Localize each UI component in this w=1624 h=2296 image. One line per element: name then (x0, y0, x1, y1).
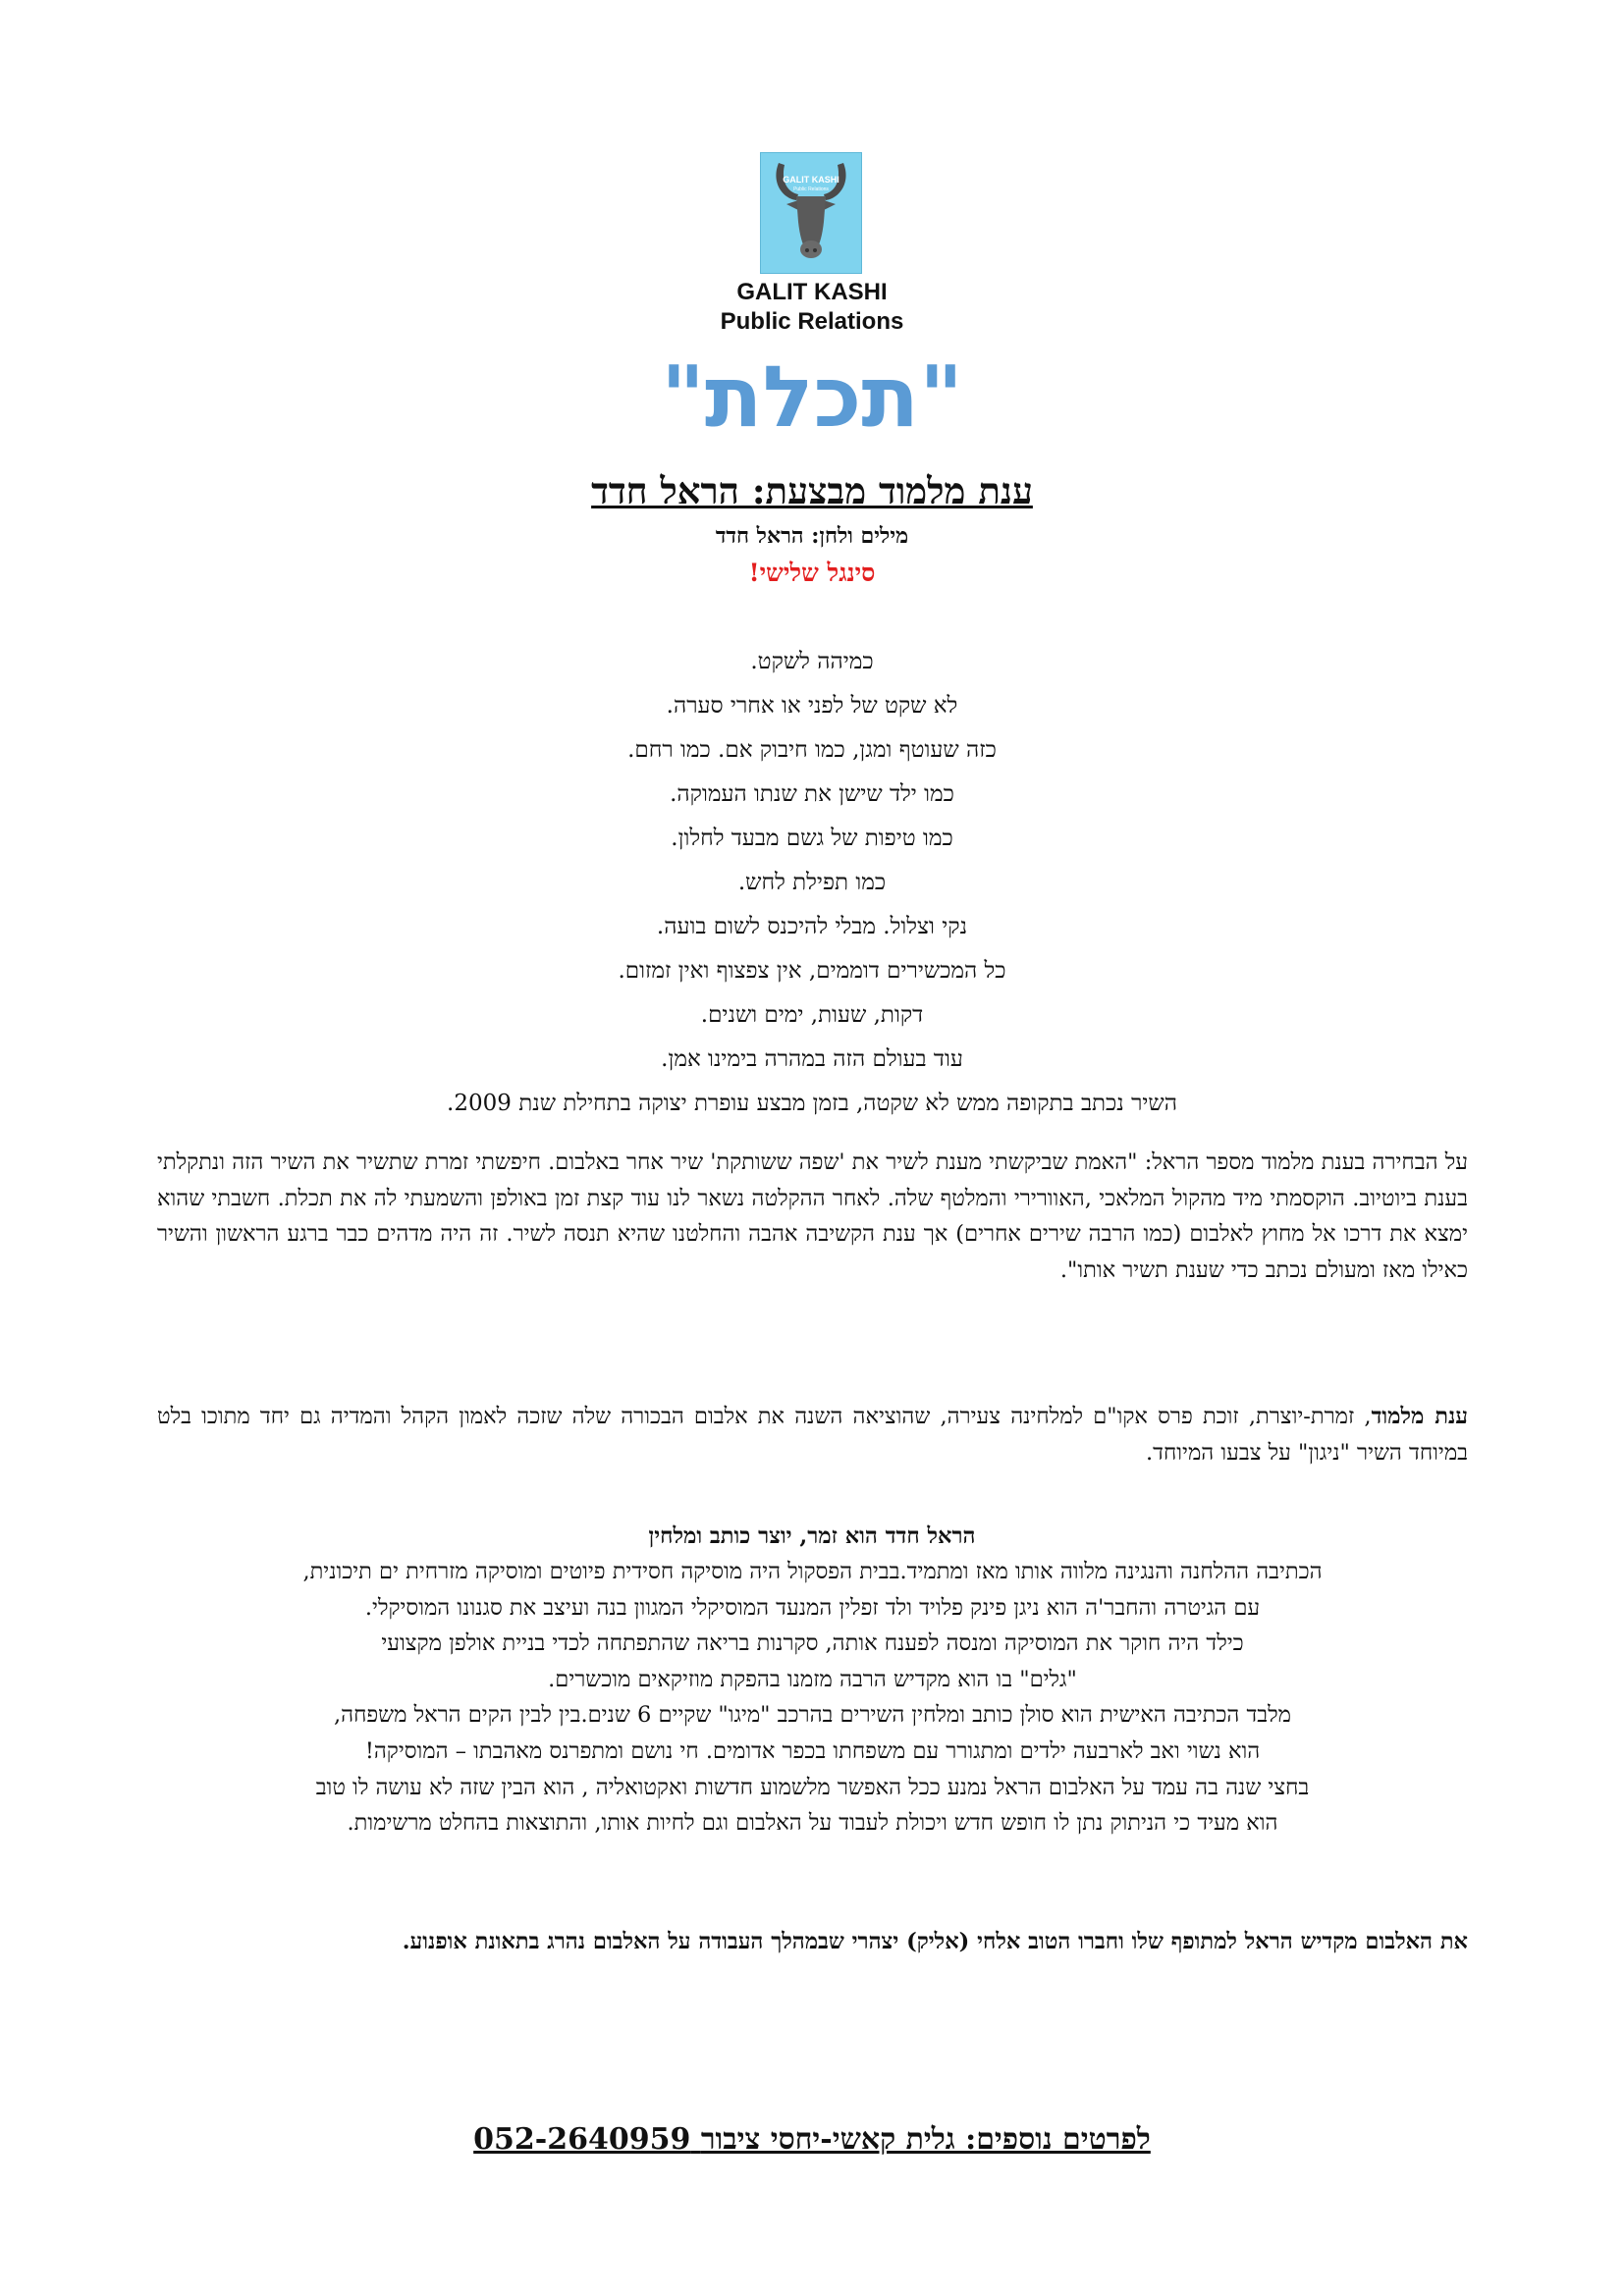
paragraph-anat-bio (157, 1399, 1468, 1470)
bull-head-icon (761, 153, 861, 273)
harel-bio (128, 1554, 1497, 1842)
lyric-line: כזה שעוטף ומגן, כמו חיבוק אם. כמו רחם. (627, 737, 997, 763)
lyric-line: כל המכשירים דוממים, אין צפצוף ואין זמזום. (618, 958, 1006, 984)
harel-bio-heading: הראל חדד הוא זמר, יוצר כותב ומלחין (648, 1523, 976, 1549)
song-title: "תכלת" (661, 348, 963, 447)
headline: ענת מלמוד מבצעת: הראל חדד (591, 469, 1033, 512)
bio-line: "גלים" בו הוא מקדיש הרבה מזמנו בהפקת מוזיקאים מוכשרים. (548, 1666, 1077, 1692)
brand-name: GALIT KASHI (736, 279, 888, 305)
single-label: סינגל שלישי! (748, 559, 876, 587)
lyric-line: עוד בעולם הזה במהרה בימינו אמן. (661, 1046, 963, 1072)
logo-small-subtitle: Public Relations (793, 187, 829, 192)
anat-bio-text: , זמרת-יוצרת, זוכת פרס אקו"ם למלחינה צעירה, שהוציאה השנה את אלבום הבכורה שלה שזכה לאמון הקהל והמדיה גם יחד מתוכו בלט במיוחד השיר "ניגון" על צבעו המיוחד. (157, 1404, 1468, 1466)
bio-line: הכתיבה ההלחנה והנגינה מלווה אותו מאז ומתמיד.בבית הפסקול היה מוסיקה חסידית פיוטים ומוסיקה מזרחית ים תיכונית, (302, 1559, 1323, 1584)
lyric-line: כמו תפילת לחש. (737, 870, 887, 895)
galit-kashi-logo (760, 152, 862, 274)
credits: מילים ולחן: הראל חדד (715, 523, 909, 549)
lyrics-block (223, 640, 1401, 1126)
lyric-line: לא שקט של לפני או אחרי סערה. (666, 693, 958, 719)
contact-phone: 052-2640959 (473, 2122, 691, 2157)
lyric-line: כמיהה לשקט. (750, 649, 874, 674)
bio-line: עם הגיטרה והחבר'ה הוא ניגן פינק פלויד ולד זפלין המנעד המוסיקלי המגוון בנה ועיצב את סגנונו המוסיקלי. (364, 1594, 1261, 1621)
logo-small-title: GALIT KASHI (783, 175, 839, 185)
lyric-line: כמו טיפות של גשם מבעד לחלון. (671, 826, 953, 851)
bio-line: הוא מעיד כי הניתוק נתן לו חופש חדש ויכולת לעבוד על האלבום וגם לחיות אותו, והתוצאות בהחלט מרשימות. (347, 1810, 1278, 1837)
bio-line: הוא נשוי ואב לארבעה ילדים ומתגורר עם משפחתו בכפר אדומים. חי נושם ומתפרנס מאהבתו – המוסיקה! (364, 1737, 1261, 1764)
bio-line: בחצי שנה בה עמד על האלבום הראל נמנע ככל האפשר מלשמוע חדשות ואקטואליה , הוא הבין שזה לא עושה לו טוב (315, 1774, 1310, 1800)
dedication: את האלבום מקדיש הראל למתופף שלו וחברו הטוב אלחי (אליק) יצהרי שבמהלך העבודה על האלבום נהרג בתאונת אופנוע. (402, 1929, 1468, 1954)
lyric-line: נקי וצלול. מבלי להיכנס לשום בועה. (656, 914, 968, 939)
brand-subtitle: Public Relations (720, 308, 904, 335)
contact-line (321, 2118, 1303, 2162)
anat-name: ענת מלמוד (1371, 1404, 1468, 1429)
contact-label: לפרטים נוספים: גלית קאשי-יחסי ציבור (700, 2122, 1151, 2157)
brand-block (616, 278, 1008, 337)
lyric-line: דקות, שעות, ימים ושנים. (700, 1002, 924, 1028)
paragraph-singer-choice: על הבחירה בענת מלמוד מספר הראל: "האמת שביקשתי מענת לשיר את 'שפה ששותקת' שיר אחר באלבום. חיפשתי זמרת שתשיר את השיר הזה ונתקלתי בענת ביוטיוב. הוקסמתי מיד מהקול המלאכי ,האוורירי והמלטף שלה. לאחר ההקלטה נשאר לנו עוד קצת זמן באולפן והשמעתי לה את תכלת. חשבתי שהוא ימצא את דרכו אל מחוץ לאלבום (כמו הרבה שירים אחרים) אך ענת הקשיבה אהבה והחלטנו שהיא תנסה לשיר. זה היה מדהים כבר ברגע הראשון והשיר כאילו מאז ומעולם נכתב כדי שענת תשיר אותו". (157, 1149, 1468, 1283)
lyric-line: השיר נכתב בתקופה ממש לא שקטה, בזמן מבצע עופרת יצוקה בתחילת שנת 2009. (447, 1091, 1177, 1116)
bio-line: מלבד הכתיבה האישית הוא סולן כותב ומלחין השירים בהרכב "מיגו" שקיים 6 שנים.בין לבין הקים הראל משפחה, (333, 1702, 1292, 1729)
bio-line: כילד היה חוקר את המוסיקה ומנסה לפענח אותה, סקרנות בריאה שהתפתחה לכדי בניית אולפן מקצועי (381, 1630, 1244, 1657)
lyric-line: כמו ילד שישן את שנתו העמוקה. (670, 781, 954, 807)
